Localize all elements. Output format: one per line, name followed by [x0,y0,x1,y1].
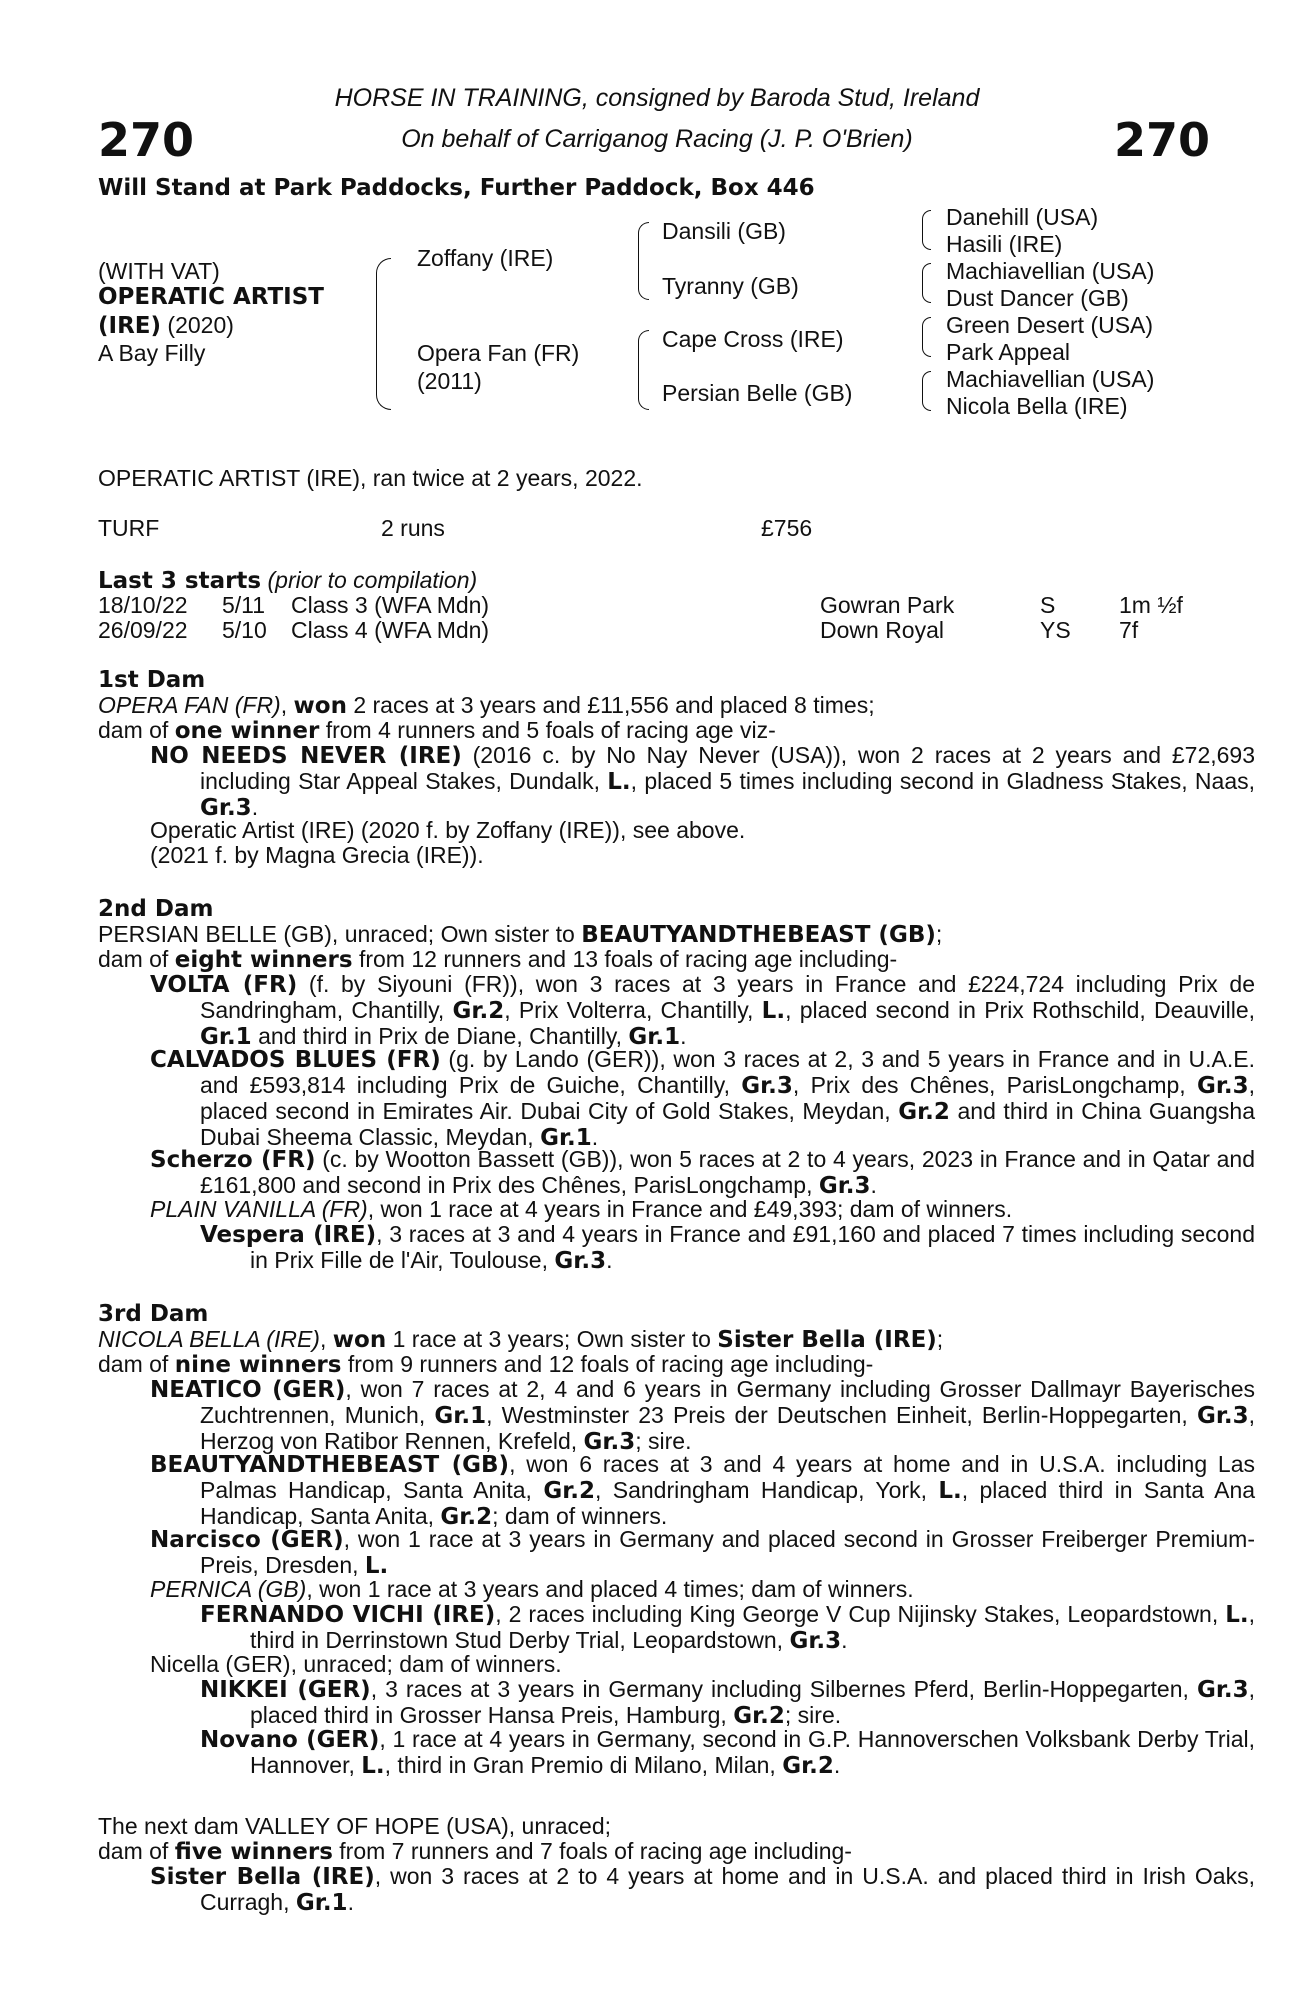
progeny-novano: Novano (GER), 1 race at 4 years in Germany, second in G.P. Hannoverschen Volksbank Derby Trial, Hannover, L., third in Gran Premio di Milano, Milan, Gr.2. [200,1726,1255,1779]
race-summary: OPERATIC ARTIST (IRE), ran twice at 2 years, 2022. [98,465,643,491]
start-position: 5/11 [222,592,266,618]
sire: Zoffany (IRE) [417,245,554,271]
start-distance: 1m ½f [1119,592,1183,618]
third-dam-line: NICOLA BELLA (IRE), won 1 race at 3 years; Own sister to Sister Bella (IRE); [98,1326,944,1353]
grandparent-2: Tyranny (GB) [662,273,799,299]
second-dam-produce: dam of eight winners from 12 runners and 13 foals of racing age including- [98,946,898,973]
progeny-nikkei: NIKKEI (GER), 3 races at 3 years in Germany including Silbernes Pferd, Berlin-Hoppegarten, Gr.3, placed third in Grosser Hansa Preis, Hamburg, Gr.2; sire. [200,1676,1256,1729]
progeny-volta: VOLTA (FR) (f. by Siyouni (FR)), won 3 races at 3 years in France and £224,724 including Prix de Sandringham, Chantilly, Gr.2, Prix Volterra, Chantilly, L., placed second in Prix Rothschild, Deauville, Gr.1 and third in Prix de Diane, Chantilly, Gr.1. [150,971,1256,1050]
sire-parents-brace [638,222,649,300]
grandparent-3: Cape Cross (IRE) [662,326,844,352]
progeny-vespera: Vespera (IRE), 3 races at 3 and 4 years in France and £91,160 and placed 7 times including second in Prix Fille de l'Air, Toulouse, Gr.3. [200,1221,1255,1274]
on-behalf-line: On behalf of Carriganog Racing (J. P. O'Brien) [401,125,913,153]
progeny-sister-bella: Sister Bella (IRE), won 3 races at 2 to 4 years at home and in U.S.A. and placed third in Irish Oaks, Curragh, Gr.1. [150,1863,1255,1916]
progeny-plain-vanilla: PLAIN VANILLA (FR), won 1 race at 4 years in France and £49,393; dam of winners. [150,1196,1013,1222]
start-position: 5/10 [222,617,267,643]
horse-description: A Bay Filly [98,340,206,366]
grandparent-1: Dansili (GB) [662,218,786,244]
horse-country-year: (IRE) (2020) [98,312,234,339]
last-starts-heading: Last 3 starts (prior to compilation) [98,567,478,594]
great-grandparent-6: Park Appeal [946,339,1071,365]
consignor-line: HORSE IN TRAINING, consigned by Baroda Stud, Ireland [334,84,980,112]
great-grandparent-8: Nicola Bella (IRE) [946,393,1128,419]
progeny-calvados-blues: CALVADOS BLUES (FR) (g. by Lando (GER)), won 3 races at 2, 3 and 5 years in France and in U.A.E. and £593,814 including Prix de Guiche, Chantilly, Gr.3, Prix des Chênes, ParisLongchamp, Gr.3, placed second in Emirates Air. Dubai City of Gold Stakes, Meydan, Gr.2 and third in China Guangsha Dubai Sheema Classic, Meydan, Gr.1. [150,1046,1256,1151]
turf-label: TURF [98,515,160,541]
start-course: Down Royal [820,617,944,643]
turf-prize: £756 [761,515,813,541]
great-grandparent-2: Hasili (IRE) [946,231,1063,257]
next-dam-line: The next dam VALLEY OF HOPE (USA), unraced; [98,1813,612,1839]
grandparent-4: Persian Belle (GB) [662,380,853,406]
ggp-brace-2 [922,263,931,303]
progeny-no-needs-never: NO NEEDS NEVER (IRE) (2016 c. by No Nay Never (USA)), won 2 races at 2 years and £72,693 including Star Appeal Stakes, Dundalk, L., placed 5 times including second in Gladness Stakes, Naas, Gr.3. [150,742,1256,821]
horse-name: OPERATIC ARTIST [98,284,324,310]
third-dam-produce: dam of nine winners from 9 runners and 12 foals of racing age including- [98,1351,874,1378]
progeny-narcisco: Narcisco (GER), won 1 race at 3 years in Germany and placed second in Grosser Freiberger Premium-Preis, Dresden, L. [150,1526,1255,1579]
first-dam-heading: 1st Dam [98,667,206,693]
vat-note: (WITH VAT) [98,258,220,284]
lot-number-left: 270 [98,113,195,167]
next-dam-produce: dam of five winners from 7 runners and 7 foals of racing age including- [98,1838,852,1865]
great-grandparent-7: Machiavellian (USA) [946,366,1155,392]
progeny-pernica: PERNICA (GB), won 1 race at 3 years and placed 4 times; dam of winners. [150,1576,914,1602]
second-dam-heading: 2nd Dam [98,896,214,922]
start-race: Class 3 (WFA Mdn) [291,592,490,618]
ggp-brace-4 [922,371,931,411]
start-date: 26/09/22 [98,617,188,643]
stand-location: Will Stand at Park Paddocks, Further Paddock, Box 446 [98,175,815,201]
start-distance: 7f [1119,617,1139,643]
start-course: Gowran Park [820,592,955,618]
great-grandparent-5: Green Desert (USA) [946,312,1154,338]
ggp-brace-3 [922,317,931,357]
lot-number-right: 270 [1114,113,1211,167]
second-dam-line: PERSIAN BELLE (GB), unraced; Own sister to BEAUTYANDTHEBEAST (GB); [98,921,943,948]
progeny-operatic-artist: Operatic Artist (IRE) (2020 f. by Zoffany (IRE)), see above. [150,817,746,843]
start-race: Class 4 (WFA Mdn) [291,617,490,643]
sire-dam-brace [376,258,391,410]
ggp-brace-1 [922,210,931,250]
turf-runs: 2 runs [381,515,445,541]
great-grandparent-4: Dust Dancer (GB) [946,285,1129,311]
progeny-neatico: NEATICO (GER), won 7 races at 2, 4 and 6 years in Germany including Grosser Dallmayr Bayerisches Zuchtrennen, Munich, Gr.1, Westminster 23 Preis der Deutschen Einheit, Berlin-Hoppegarten, Gr.3, Herzog von Ratibor Rennen, Krefeld, Gr.3; sire. [150,1376,1256,1455]
dam-parents-brace [638,330,649,410]
great-grandparent-3: Machiavellian (USA) [946,258,1155,284]
progeny-beautyandthebeast: BEAUTYANDTHEBEAST (GB), won 6 races at 3 and 4 years at home and in U.S.A. including Las Palmas Handicap, Santa Anita, Gr.2, Sandringham Handicap, York, L., placed third in Santa Ana Handicap, Santa Anita, Gr.2; dam of winners. [150,1451,1256,1530]
progeny-fernando-vichi: FERNANDO VICHI (IRE), 2 races including King George V Cup Nijinsky Stakes, Leopardstown, L., third in Derrinstown Stud Derby Trial, Leopardstown, Gr.3. [200,1601,1256,1654]
progeny-2021: (2021 f. by Magna Grecia (IRE)). [150,842,484,868]
first-dam-line: OPERA FAN (FR), won 2 races at 3 years and £11,556 and placed 8 times; [98,692,875,719]
progeny-nicella: Nicella (GER), unraced; dam of winners. [150,1651,562,1677]
third-dam-heading: 3rd Dam [98,1301,209,1327]
first-dam-produce: dam of one winner from 4 runners and 5 foals of racing age viz- [98,717,776,744]
great-grandparent-1: Danehill (USA) [946,204,1099,230]
start-going: S [1040,592,1056,618]
start-going: YS [1040,617,1071,643]
start-date: 18/10/22 [98,592,188,618]
dam-year: (2011) [417,368,482,394]
dam: Opera Fan (FR) [417,340,580,366]
progeny-scherzo: Scherzo (FR) (c. by Wootton Bassett (GB)), won 5 races at 2 to 4 years, 2023 in France and in Qatar and £161,800 and second in Prix des Chênes, ParisLongchamp, Gr.3. [150,1146,1256,1199]
